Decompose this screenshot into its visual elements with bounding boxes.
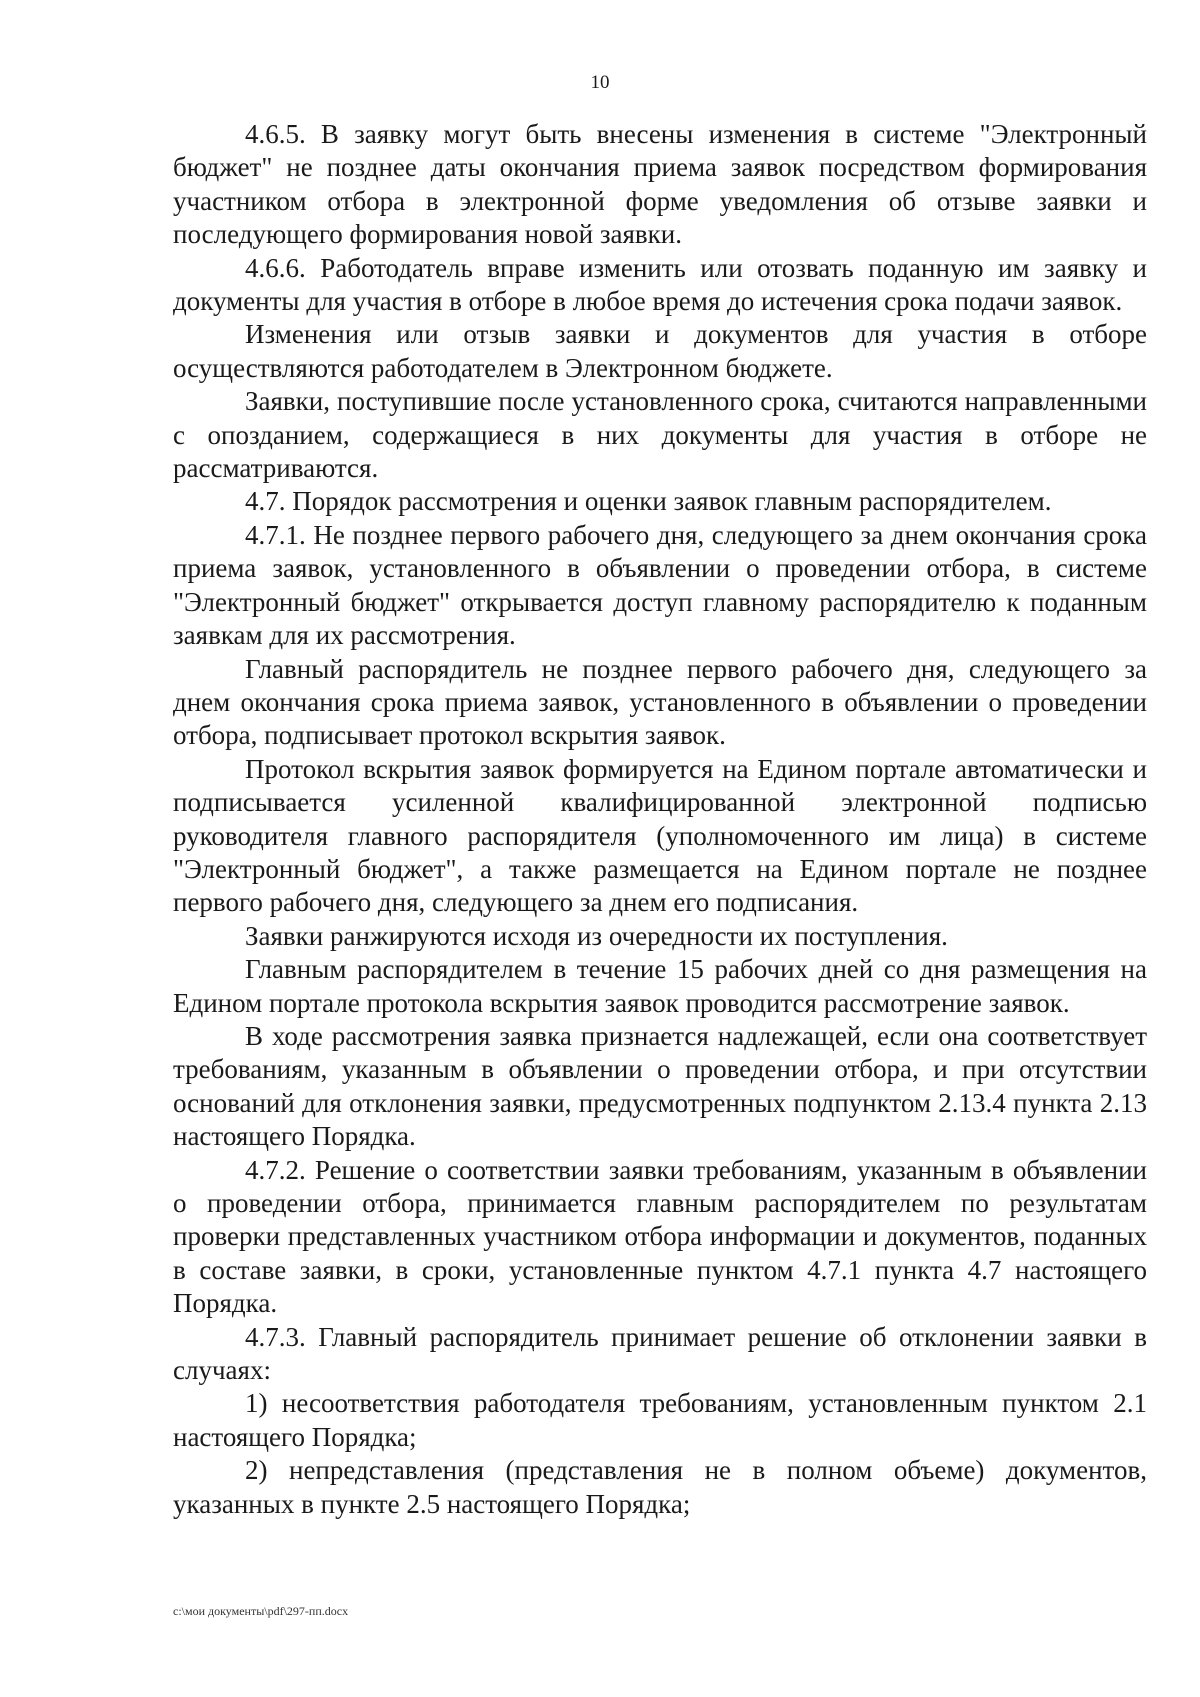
document-body: [173, 118, 1147, 1521]
paragraph: В ходе рассмотрения заявка признается надлежащей, если она соответствует требованиям, указанным в объявлении о проведении отбора, и при отсутствии оснований для отклонения заявки, предусмотренных подпунктом 2.13.4 пункта 2.13 настоящего Порядка.: [173, 1020, 1147, 1152]
paragraph: Главный распорядитель не позднее первого рабочего дня, следующего за днем окончания срока приема заявок, установленного в объявлении о проведении отбора, подписывает протокол вскрытия заявок.: [173, 653, 1147, 751]
footer-file-path: c:\мои документы\pdf\297-пп.docx: [173, 1604, 349, 1618]
paragraph: Протокол вскрытия заявок формируется на Едином портале автоматически и подписывается усиленной квалифицированной электронной подписью руководителя главного распорядителя (уполномоченного им лица) в системе "Электронный бюджет", а также размещается на Едином портале не позднее первого рабочего дня, следующего за днем его подписания.: [173, 753, 1147, 918]
paragraph: Изменения или отзыв заявки и документов для участия в отборе осуществляются работодателем в Электронном бюджете.: [173, 319, 1147, 383]
list-item: 1) несоответствия работодателя требованиям, установленным пунктом 2.1 настоящего Порядка;: [173, 1388, 1147, 1452]
paragraph-4-7: 4.7. Порядок рассмотрения и оценки заявок главным распорядителем.: [245, 486, 1052, 517]
paragraph-4-7-2: 4.7.2. Решение о соответствии заявки требованиям, указанным в объявлении о проведении отбора, принимается главным распорядителем по результатам проверки представленных участником отбора информации и документов, поданных в составе заявки, в сроки, установленные пунктом 4.7.1 пункта 4.7 настоящего Порядка.: [173, 1154, 1147, 1319]
list-item: 2) непредставления (представления не в полном объеме) документов, указанных в пункте 2.5 настоящего Порядка;: [173, 1455, 1147, 1519]
paragraph-4-7-3: 4.7.3. Главный распорядитель принимает решение об отклонении заявки в случаях:: [173, 1321, 1147, 1386]
paragraph-4-6-5: 4.6.5. В заявку могут быть внесены изменения в системе "Электронный бюджет" не позднее даты окончания приема заявок посредством формирования участником отбора в электронной форме уведомления об отзыве заявки и последующего формирования новой заявки.: [173, 119, 1147, 250]
paragraph: Заявки ранжируются исходя из очередности их поступления.: [245, 920, 948, 951]
page-number: 10: [590, 72, 610, 93]
paragraph-4-7-1: 4.7.1. Не позднее первого рабочего дня, следующего за днем окончания срока приема заявок, установленного в объявлении о проведении отбора, в системе "Электронный бюджет" открывается доступ главному распорядителю к поданным заявкам для их рассмотрения.: [173, 519, 1147, 651]
paragraph: Заявки, поступившие после установленного срока, считаются направленными с опозданием, содержащиеся в них документы для участия в отборе не рассматриваются.: [173, 386, 1147, 484]
paragraph: Главным распорядителем в течение 15 рабочих дней со дня размещения на Едином портале протокола вскрытия заявок проводится рассмотрение заявок.: [173, 954, 1147, 1018]
paragraph-4-6-6: 4.6.6. Работодатель вправе изменить или отозвать поданную им заявку и документы для участия в отборе в любое время до истечения срока подачи заявок.: [173, 252, 1147, 317]
